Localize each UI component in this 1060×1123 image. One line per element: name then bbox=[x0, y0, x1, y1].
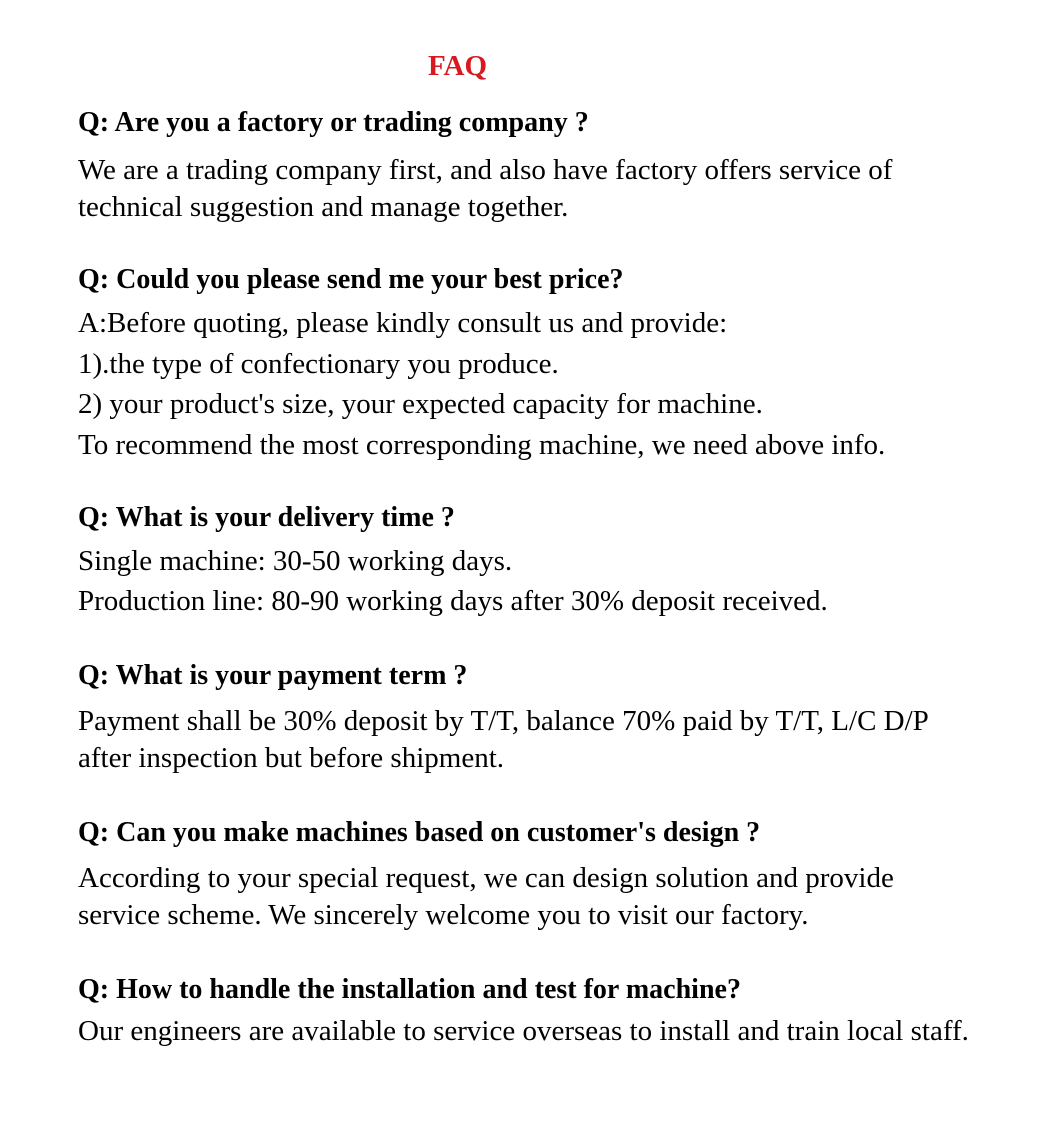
faq-answer-line: Single machine: 30-50 working days. bbox=[78, 545, 513, 577]
faq-answer bbox=[78, 152, 1038, 226]
page-title: FAQ bbox=[427, 50, 488, 82]
faq-answer bbox=[78, 860, 1038, 934]
faq-answer-line: Our engineers are available to service overseas to install and train local staff. bbox=[78, 1015, 969, 1047]
faq-answer-line: A:Before quoting, please kindly consult us and provide: bbox=[78, 307, 728, 339]
faq-answer-line: 2) your product's size, your expected capacity for machine. bbox=[78, 388, 763, 421]
faq-item-customer-design bbox=[78, 816, 1038, 934]
faq-answer-line: According to your special request, we can design solution and provide bbox=[78, 862, 894, 894]
faq-answer-line: service scheme. We sincerely welcome you to visit our factory. bbox=[78, 899, 809, 931]
faq-answer-line: Payment shall be 30% deposit by T/T, balance 70% paid by T/T, L/C D/P bbox=[78, 705, 929, 737]
faq-item-installation bbox=[78, 973, 1038, 1050]
faq-question: Q: Can you make machines based on customer's design ? bbox=[78, 817, 761, 848]
faq-answer bbox=[78, 703, 1038, 777]
faq-answer bbox=[78, 541, 1038, 621]
faq-item-factory-or-trading bbox=[78, 106, 1038, 226]
faq-answer bbox=[78, 1013, 1038, 1050]
faq-answer bbox=[78, 303, 1038, 466]
faq-item-payment-term bbox=[78, 659, 1038, 777]
faq-answer-line: Production line: 80-90 working days after 30% deposit received. bbox=[78, 585, 828, 617]
faq-answer-line: technical suggestion and manage together. bbox=[78, 191, 569, 223]
faq-question: Q: Are you a factory or trading company ? bbox=[78, 107, 589, 138]
faq-question: Q: What is your payment term ? bbox=[78, 660, 468, 691]
faq-item-delivery-time bbox=[78, 501, 1038, 621]
faq-answer-line: We are a trading company first, and also have factory offers service of bbox=[78, 154, 893, 186]
faq-answer-line: To recommend the most corresponding machine, we need above info. bbox=[78, 429, 886, 462]
faq-question: Q: How to handle the installation and test for machine? bbox=[78, 974, 741, 1005]
faq-question: Q: What is your delivery time ? bbox=[78, 502, 455, 533]
faq-answer-line: 1).the type of confectionary you produce. bbox=[78, 347, 559, 380]
faq-answer-line: after inspection but before shipment. bbox=[78, 742, 505, 774]
faq-item-best-price bbox=[78, 263, 1038, 466]
faq-question: Q: Could you please send me your best price? bbox=[78, 264, 624, 295]
